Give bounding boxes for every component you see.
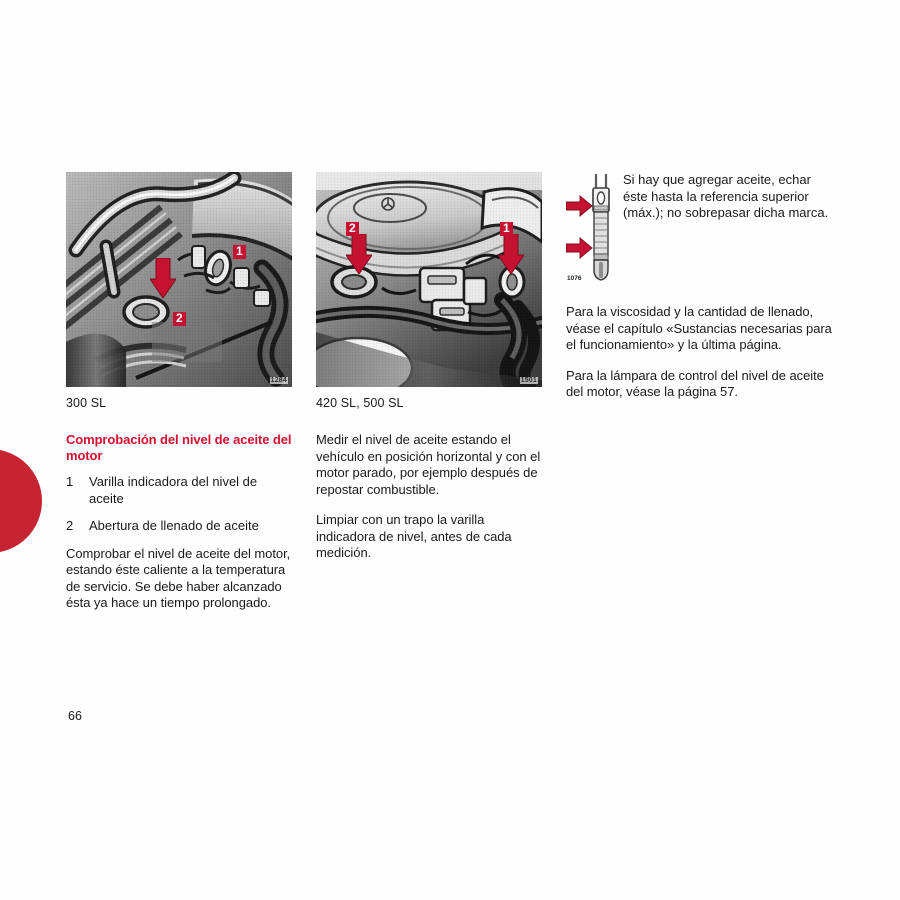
callout-label-2: 2 — [346, 222, 359, 236]
callout-arrow-1 — [498, 234, 524, 274]
callout-legend-list — [66, 474, 292, 535]
callout-arrow-2 — [346, 234, 372, 274]
dipstick-note-text: Si hay que agregar aceite, echar éste hasta la referencia superior (máx.); no sobrepasar dicha marca. — [623, 172, 829, 220]
engine-bay-photo-300sl — [66, 172, 292, 387]
callout-label-2: 2 — [173, 312, 186, 326]
figure-image-id: 1501 — [520, 377, 537, 384]
figure-caption-300sl: 300 SL — [66, 396, 107, 410]
figure-engine-bay-300sl — [66, 172, 292, 387]
figure-caption-420sl-500sl: 420 SL, 500 SL — [316, 396, 404, 410]
legend-number-1: 1 — [66, 474, 74, 489]
oil-dipstick-diagram — [566, 172, 620, 284]
figure-image-id: 1284 — [270, 377, 287, 384]
right-column-paragraph-1: Para la viscosidad y la cantidad de llenado, véase el capítulo «Sustancias necesarias para el funcionamiento» y la última página. — [566, 304, 832, 352]
right-column-paragraph-2: Para la lámpara de control del nivel de aceite del motor, véase la página 57. — [566, 367, 824, 399]
middle-column-paragraph-1: Medir el nivel de aceite estando el vehículo en posición horizontal y con el motor parado, por ejemplo después de repostar combustible. — [316, 432, 541, 497]
legend-item-2 — [66, 518, 292, 535]
section-heading: Comprobación del nivel de aceite del motor — [66, 432, 292, 463]
legend-item-1 — [66, 474, 292, 507]
engine-bay-photo-420sl-500sl — [316, 172, 542, 387]
callout-label-1: 1 — [233, 245, 246, 259]
column-left — [66, 172, 292, 612]
middle-column-paragraph-2: Limpiar con un trapo la varilla indicadora de nivel, antes de cada medición. — [316, 512, 512, 560]
page-content — [66, 172, 834, 612]
callout-arrow-2 — [150, 258, 176, 298]
column-middle — [316, 172, 542, 612]
legend-text-2: Abertura de llenado de aceite — [89, 518, 259, 533]
legend-number-2: 2 — [66, 518, 74, 533]
figure-image-id: 1076 — [567, 275, 582, 282]
legend-text-1: Varilla indicadora del nivel de aceite — [89, 474, 258, 506]
figure-engine-bay-420sl-500sl — [316, 172, 542, 387]
column-right — [566, 172, 832, 612]
callout-label-1: 1 — [500, 222, 513, 236]
figure-oil-dipstick — [566, 172, 832, 284]
thumb-index-tab — [0, 449, 42, 553]
page-number: 66 — [68, 709, 82, 723]
left-column-paragraph: Comprobar el nivel de aceite del motor, estando éste caliente a la temperatura de servicio. Se debe haber alcanzado ésta ya hace un tiempo prolongado. — [66, 545, 291, 610]
